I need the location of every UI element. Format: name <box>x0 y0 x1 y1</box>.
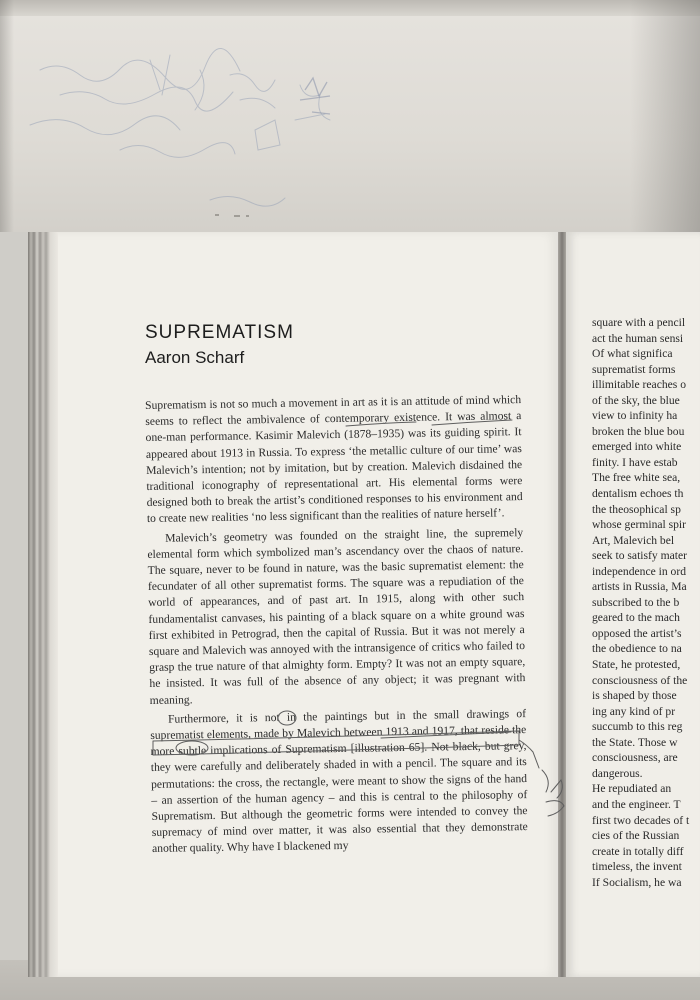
next-page-line: independence in ord <box>592 564 687 578</box>
next-page-line: geared to the mach <box>592 611 680 625</box>
next-page-line: create in totally diff <box>592 844 684 858</box>
next-page-line: dangerous. <box>592 766 643 780</box>
next-page-line: cies of the Russian <box>592 829 680 843</box>
next-page-line: The free white sea, <box>592 471 681 485</box>
next-page-line: succumb to this reg <box>592 720 683 734</box>
body-paragraph: Furthermore, it is not in the paintings but in the small drawings of suprematist elements, made by Malevich between 1913 and 1917, that reside the more subtle implications of Suprematism [illustration 65]. Not black, but grey, they were carefully and deliberately shaded in with a pencil. The square and its permutations: the cross, the rectangle, were meant to show the signs of the hand – an assertion of the human agency – and this is central to the philosophy of Suprematism. But although the geometric forms were intended to convey the supremacy of mind over matter, it was also essential that they demonstrate another quality. Why have I blackened my <box>150 706 528 856</box>
next-page-line: square with a pencil <box>592 316 686 329</box>
next-page-line: illimitable reaches o <box>592 378 687 392</box>
next-page-line: subscribed to the b <box>592 595 680 609</box>
scan-background-top <box>0 0 700 232</box>
next-page-line: timeless, the invent <box>592 860 682 874</box>
next-page-line: first two decades of t <box>592 813 690 827</box>
next-page-line: view to infinity ha <box>592 409 678 423</box>
next-page-line: of the sky, the blue <box>592 393 680 407</box>
show-through-handwriting <box>0 0 700 232</box>
page-gutter <box>558 232 566 977</box>
next-page-line: State, he protested, <box>592 658 681 672</box>
body-paragraph: Malevich’s geometry was founded on the straight line, the supremely elemental form which symbolized man’s ascendancy over the chaos of nature. The square, never to be found in nature, was the basic suprematist element: the fecundater of all other suprematist forms. The square was a repudiation of the world of appearances, and of past art. In 1915, along with other such fundamentalist canvases, his painting of a black square on a white ground was first exhibited in Petrograd, then the capital of Russia. But it was not merely a square and Malevich was annoyed with the intransigence of critics who failed to grasp the true nature of that almighty form. Empty? It was not an empty square, he insisted. It was full of the absence of any object; it was pregnant with meaning. <box>147 525 526 707</box>
article-author: Aaron Scharf <box>145 348 245 367</box>
next-page-line: Of what significa <box>592 347 673 361</box>
next-page-line: consciousness, are <box>592 751 678 765</box>
next-page-line: suprematist forms <box>592 362 676 376</box>
next-page-line: emerged into white <box>592 440 682 454</box>
next-page-line: ing any kind of pr <box>592 704 676 718</box>
next-page-line: Art, Malevich bel <box>592 533 675 547</box>
next-page-line: whose germinal spir <box>592 518 687 532</box>
next-page-line: finity. I have estab <box>592 455 678 469</box>
next-page-line: opposed the artist’s <box>592 626 682 640</box>
next-page-column <box>592 315 700 890</box>
next-page-line: the theosophical sp <box>592 502 681 516</box>
next-page-line: He repudiated an <box>592 782 672 796</box>
article-title: SUPREMATISM <box>145 322 294 343</box>
next-page-line: the State. Those w <box>592 735 678 749</box>
next-page-line: act the human sensi <box>592 331 684 345</box>
next-page-line: and the engineer. T <box>592 797 681 811</box>
next-page-line: If Socialism, he wa <box>592 875 682 889</box>
next-page-line: broken the blue bou <box>592 424 685 438</box>
book-binding-edge <box>28 232 58 977</box>
next-page-line: is shaped by those <box>592 689 677 703</box>
next-page-line: seek to satisfy mater <box>592 549 687 563</box>
next-page-line: artists in Russia, Ma <box>592 580 687 594</box>
next-page-line: dentalism echoes th <box>592 487 684 501</box>
next-page-line: consciousness of the <box>592 673 688 687</box>
body-paragraph: Suprematism is not so much a movement in art as it is an attitude of mind which seems to reflect the ambivalence of contemporary existence. It was almost a one-man performance. Kasimir Malevich (1878–1935) was its guiding spirit. It appeared about 1913 in Russia. To express ‘the metallic culture of our time’ was Malevich’s intention; not by imitation, but by creation. Malevich disdained the traditional iconography of representational art. His elemental forms were designed both to break the artist’s conditioned responses to his environment and to create new realities ‘no less significant than the realities of nature herself’. <box>145 393 523 526</box>
next-page-line: the obedience to na <box>592 642 682 656</box>
article-body <box>145 392 528 858</box>
